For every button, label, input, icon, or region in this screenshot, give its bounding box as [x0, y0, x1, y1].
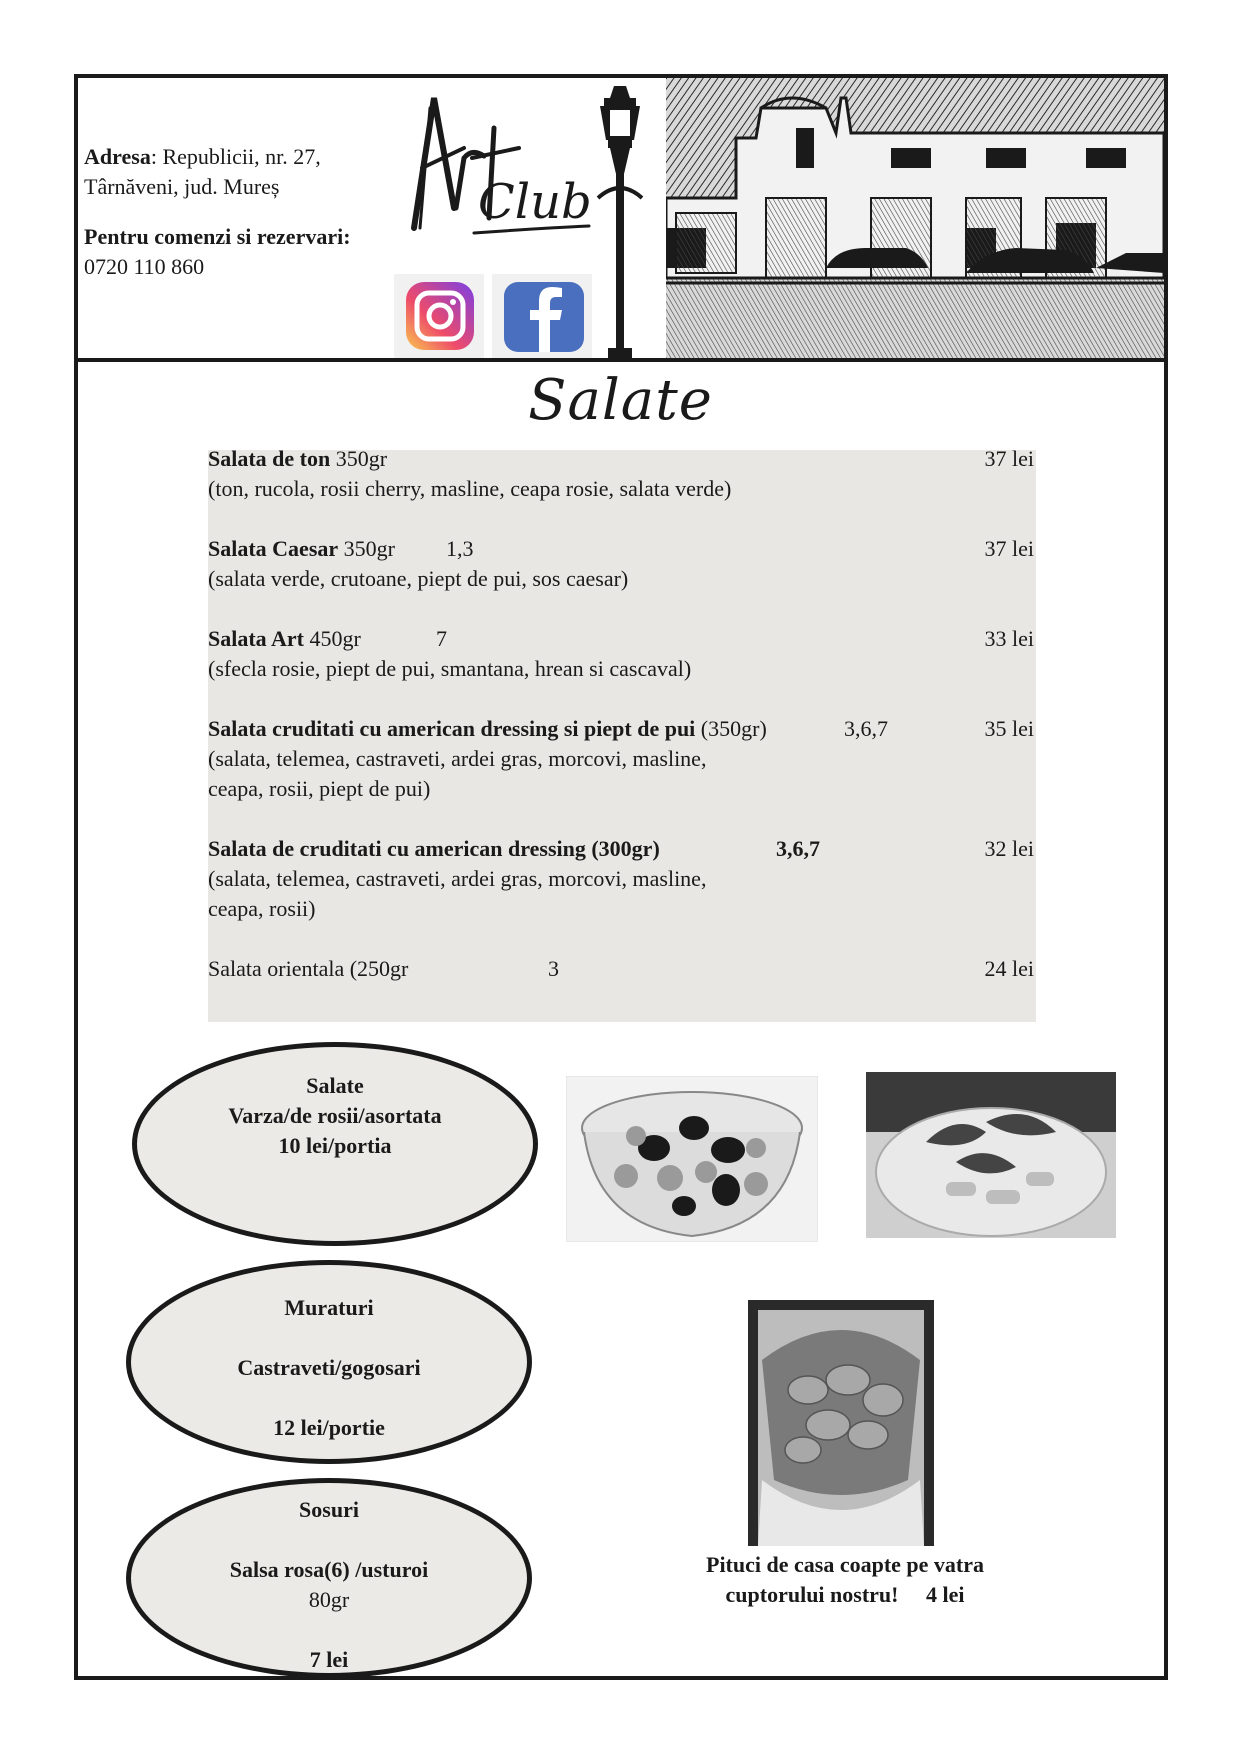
menu-item: [208, 954, 1036, 984]
facebook-button[interactable]: [492, 274, 592, 358]
bread-caption: [680, 1550, 1010, 1610]
item-description: (salata verde, crutoane, piept de pui, sos caesar): [208, 566, 629, 591]
menu-item: [208, 624, 1036, 684]
menu-item: [208, 534, 1036, 594]
restaurant-building-photo: [666, 78, 1164, 358]
menu-item: [208, 444, 1036, 504]
orders-label: Pentru comenzi si rezervari:: [84, 224, 351, 249]
contact-block: [84, 142, 384, 282]
item-allergens: 3,6,7: [844, 716, 888, 741]
facebook-icon: [492, 274, 592, 358]
item-weight: 350gr: [330, 446, 388, 471]
header-divider: [74, 358, 1168, 362]
item-name: Salata cruditati cu american dressing si piept de pui: [208, 716, 696, 741]
item-price: 37 lei: [984, 536, 1034, 561]
item-name: Salata Caesar: [208, 536, 339, 561]
oval-price: 12 lei/portie: [273, 1415, 385, 1440]
item-description: (salata, telemea, castraveti, ardei gras, morcovi, masline, ceapa, rosii): [208, 866, 707, 921]
item-name: Salata de cruditati cu american dressing (300gr): [208, 836, 660, 861]
item-price: 35 lei: [984, 716, 1034, 741]
salate-side-oval: [132, 1042, 538, 1246]
muraturi-oval: [126, 1260, 532, 1464]
item-allergens: 3: [548, 956, 559, 981]
item-weight: (350gr): [695, 716, 767, 741]
bread-caption-line1: Pituci de casa coapte pe vatra: [706, 1552, 984, 1577]
logo-club-text: Club: [478, 174, 592, 230]
item-price: 24 lei: [984, 956, 1034, 981]
oval-price: 7 lei: [309, 1647, 349, 1672]
oval-line: Varza/de rosii/asortata: [228, 1103, 442, 1128]
instagram-icon: [394, 274, 484, 358]
item-allergens: 1,3: [446, 536, 474, 561]
oval-weight: 80gr: [308, 1587, 350, 1612]
item-price: 33 lei: [984, 626, 1034, 651]
oval-price: 10 lei/portia: [278, 1133, 392, 1158]
item-name: Salata de ton: [208, 446, 331, 471]
item-name: Salata Art: [208, 626, 304, 651]
address: [84, 142, 384, 172]
item-price: 37 lei: [984, 446, 1034, 471]
item-price: 32 lei: [984, 836, 1034, 861]
caesar-salad-photo: [866, 1072, 1116, 1238]
oval-line: Castraveti/gogosari: [237, 1355, 421, 1380]
oval-title: Salate: [306, 1073, 364, 1098]
item-weight: 350gr: [338, 536, 395, 561]
item-allergens: 3,6,7: [776, 836, 820, 861]
item-allergens: 7: [436, 626, 447, 651]
menu-item: [208, 834, 1036, 924]
oval-title: Muraturi: [284, 1295, 374, 1320]
oval-title: Sosuri: [299, 1497, 359, 1522]
address-line1: : Republicii, nr. 27,: [150, 144, 321, 169]
sosuri-oval: [126, 1478, 532, 1678]
instagram-button[interactable]: [394, 274, 484, 358]
phone-number[interactable]: 0720 110 860: [84, 254, 205, 279]
item-description: (salata, telemea, castraveti, ardei gras, morcovi, masline, ceapa, rosii, piept de pui): [208, 746, 707, 801]
menu-item: [208, 714, 1036, 804]
bread-basket-photo: [748, 1300, 934, 1546]
oval-line: Salsa rosa(6) /usturoi: [229, 1557, 429, 1582]
section-title: Salate: [528, 368, 713, 433]
address-line2: Târnăveni, jud. Mureș: [84, 174, 280, 199]
item-description: (ton, rucola, rosii cherry, masline, ceapa rosie, salata verde): [208, 476, 732, 501]
address-label: Adresa: [84, 144, 151, 169]
item-weight: 450gr: [303, 626, 361, 651]
item-weight: Salata orientala (250gr: [208, 956, 409, 981]
bread-caption-line2: cuptorului nostru! 4 lei: [725, 1582, 965, 1607]
tuna-salad-photo: [566, 1076, 818, 1242]
item-description: (sfecla rosie, piept de pui, smantana, hrean si cascaval): [208, 656, 692, 681]
